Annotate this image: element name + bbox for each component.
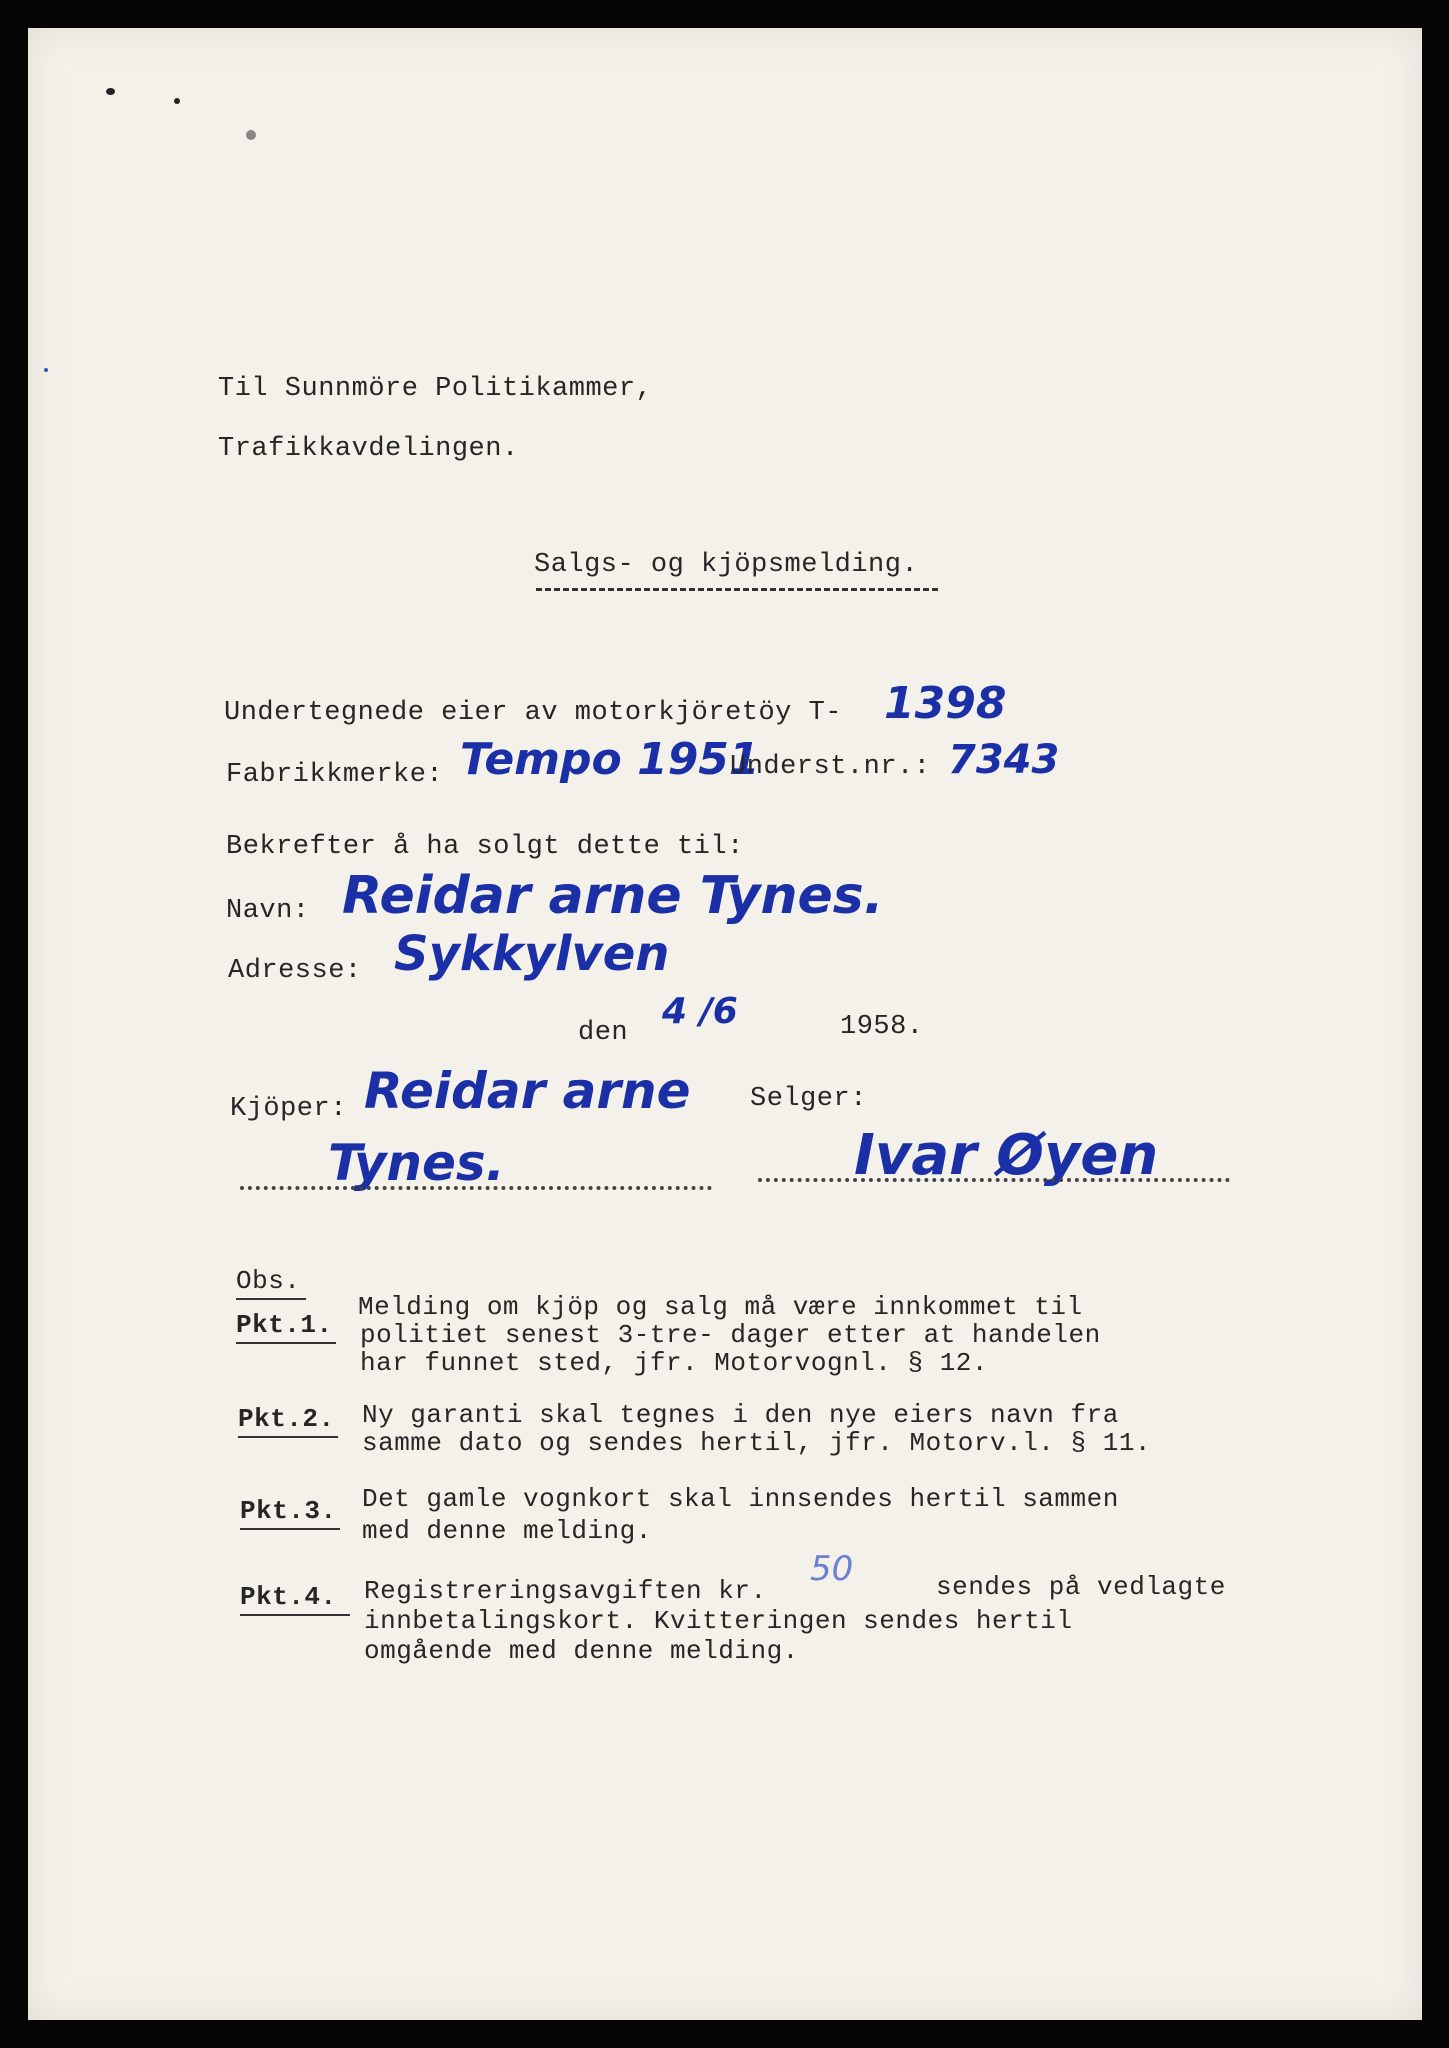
pkt-4-fee-prefix: Registreringsavgiften kr. — [364, 1576, 767, 1606]
name-label: Navn: — [226, 896, 310, 926]
owner-label: Undertegnede eier av motorkjöretöy T- — [224, 698, 842, 728]
pkt-3-label-underline — [240, 1528, 340, 1530]
pkt-1-line-2: politiet senest 3-tre- dager etter at handelen — [360, 1320, 1101, 1350]
seller-signature: Ivar Øyen — [854, 1123, 1159, 1188]
pkt-3-line-1: Det gamle vognkort skal innsendes hertil sammen — [362, 1484, 1119, 1514]
make-value-handwritten: Tempo 1951 — [460, 734, 760, 785]
pkt-2-label-underline — [238, 1436, 338, 1438]
ink-speck — [174, 98, 180, 104]
pkt-4-label: Pkt.4. — [240, 1582, 337, 1612]
seller-signature-line — [758, 1178, 1230, 1182]
address-label: Adresse: — [228, 956, 362, 986]
sold-to-intro: Bekrefter å ha solgt dette til: — [226, 832, 744, 862]
pkt-4-fee-suffix: sendes på vedlagte — [936, 1572, 1226, 1602]
chassis-label: Underst.nr.: — [730, 752, 931, 782]
pkt-2-label: Pkt.2. — [238, 1404, 335, 1434]
pkt-2-line-1: Ny garanti skal tegnes i den nye eiers navn fra — [362, 1400, 1119, 1430]
addressee-line-2: Trafikkavdelingen. — [218, 434, 519, 464]
obs-heading-underline — [236, 1298, 306, 1300]
ink-speck — [106, 88, 115, 95]
pkt-1-label: Pkt.1. — [236, 1310, 333, 1340]
chassis-value-handwritten: 7343 — [948, 737, 1060, 783]
date-day-month-handwritten: 4 /6 — [662, 991, 738, 1032]
pkt-1-line-1: Melding om kjöp og salg må være innkommet til — [358, 1292, 1083, 1322]
pkt-3-label: Pkt.3. — [240, 1496, 337, 1526]
buyer-signature-line-1: Reidar arne — [364, 1062, 691, 1120]
pkt-4-fee-value-handwritten: 50 — [810, 1549, 854, 1589]
buyer-name-handwritten: Reidar arne Tynes. — [342, 866, 884, 926]
pkt-3-line-2: med denne melding. — [362, 1516, 652, 1546]
document-title: Salgs- og kjöpsmelding. — [534, 550, 919, 580]
buyer-signature-line — [240, 1186, 712, 1190]
pkt-4-line-2: omgående med denne melding. — [364, 1636, 799, 1666]
title-underline — [536, 588, 938, 591]
pkt-2-line-2: samme dato og sendes hertil, jfr. Motorv.l. § 11. — [362, 1428, 1152, 1458]
buyer-signature-line-2: Tynes. — [328, 1134, 505, 1192]
obs-heading: Obs. — [236, 1266, 301, 1296]
pkt-4-label-underline — [240, 1614, 350, 1616]
reg-number-handwritten: 1398 — [884, 678, 1007, 729]
seller-label: Selger: — [750, 1084, 867, 1114]
document-page — [28, 28, 1422, 2020]
address-value-handwritten: Sykkylven — [394, 926, 670, 982]
ink-speck — [246, 130, 256, 140]
addressee-line-1: Til Sunnmöre Politikammer, — [218, 374, 653, 404]
make-label: Fabrikkmerke: — [226, 760, 444, 790]
date-year: 1958. — [840, 1012, 924, 1042]
pkt-1-line-3: har funnet sted, jfr. Motorvognl. § 12. — [360, 1348, 988, 1378]
ink-speck — [44, 368, 48, 372]
date-prefix: den — [578, 1018, 629, 1048]
pkt-1-label-underline — [236, 1342, 336, 1344]
pkt-4-line-1: innbetalingskort. Kvitteringen sendes hertil — [364, 1606, 1073, 1636]
buyer-label: Kjöper: — [230, 1094, 347, 1124]
